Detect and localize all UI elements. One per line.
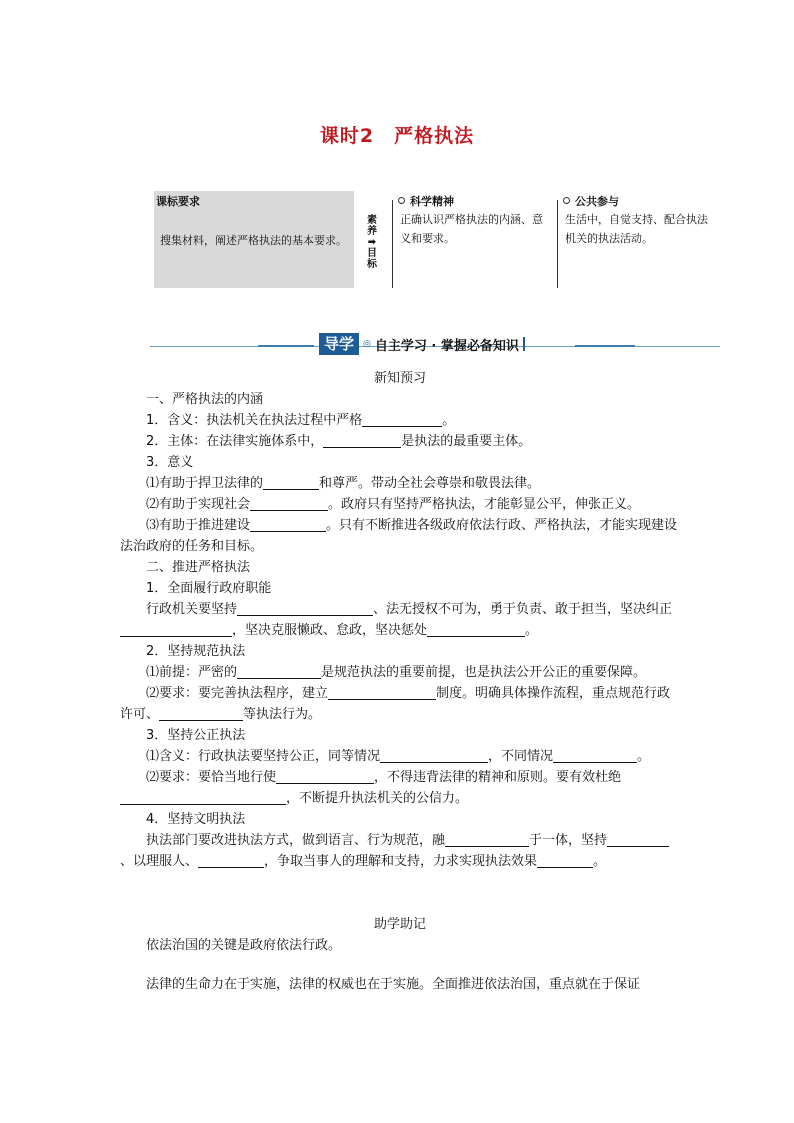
heading-1: 一、严格执法的内涵 xyxy=(146,392,264,407)
fill-blank[interactable] xyxy=(362,412,442,427)
column-body-participation: 生活中，自觉支持、配合执法机关的执法活动。 xyxy=(565,213,708,245)
fill-blank[interactable] xyxy=(120,622,232,637)
fill-blank[interactable] xyxy=(276,769,374,784)
column-header-participation: 公共参与 xyxy=(563,193,619,209)
fill-blank[interactable] xyxy=(237,664,321,679)
column-body-science: 正确认识严格执法的内涵、意义和要求。 xyxy=(400,213,543,245)
section-banner xyxy=(319,333,569,355)
memo-line: 法律的生命力在于实施，法律的权威也在于实施。全面推进依法治国，重点就在于保证 xyxy=(146,977,641,992)
standard-body: 搜集材料，阐述严格执法的基本要求。 xyxy=(160,234,347,247)
standard-header: 课标要求 xyxy=(156,195,200,208)
fill-blank[interactable] xyxy=(198,853,264,868)
fill-blank[interactable] xyxy=(553,748,637,763)
preview-content: 新知预习 一、严格执法的内涵 1．含义：执法机关在执法过程中严格 。 2．主体：在法律实施体系中， 是执法的最重要主体。 3．意义 ⑴有助于捍卫法律的 和尊严。带动全社会尊崇和敬畏法律。 ⑵有助于实现社会 。政府只有坚持严格执法，才能彰显公平，伸张正义。 ⑶有助于推进建设 。只有不断推进各级政府依法行政、严格执法，才能实现建设法治政府的任务和目标。 二、推进严格执法 1．全面履行政府职能 行政机关要坚持 、法无授权不可为，勇于负责、敢于担当，坚决纠正，坚决克服懒政、怠政，坚决惩处 。 2．坚持规范执法 ⑴前提：严密的 是规范执法的重要前提，也是执法公开公正的重要保障。 ⑵要求：要完善执法程序，建立 制度。明确具体操作流程，重点规范行政许可、 等执法行为。 3．坚持公正执法 ⑴含义：行政执法要坚持公正，同等情况 ，不同情况 。 ⑵要求：要恰当地行使 ，不得违背法律的精神和原则。要有效杜绝，不断提升执法机关的公信力。 4．坚持文明执法 执法部门要改进执法方式，做到语言、行为规范，融 于一体，坚持、以理服人、 ，争取当事人的理解和支持，力求实现执法效果 。 助学助记 依法治国的关键是政府依法行政。 法律的生命力在于实施，法律的权威也在于实施。全面推进依法治国，重点就在于保证 xyxy=(120,368,680,995)
fill-blank[interactable] xyxy=(427,622,525,637)
banner-text: 自主学习 · 掌握必备知识 xyxy=(374,338,519,354)
column-divider xyxy=(557,200,558,288)
banner-rule-accent xyxy=(258,345,314,347)
fill-blank[interactable] xyxy=(237,601,373,616)
fill-blank[interactable] xyxy=(250,517,326,532)
fill-blank[interactable] xyxy=(328,685,436,700)
fill-blank[interactable] xyxy=(445,832,529,847)
column-divider xyxy=(392,200,393,288)
fill-blank[interactable] xyxy=(159,706,243,721)
fill-blank[interactable] xyxy=(537,853,593,868)
memo-title: 助学助记 xyxy=(373,917,426,932)
circle-bullet-icon xyxy=(398,197,405,204)
section-title: 新知预习 xyxy=(373,371,426,386)
arrow-icon: ➡ xyxy=(367,237,377,248)
fill-blank[interactable] xyxy=(120,790,286,805)
column-header-science: 科学精神 xyxy=(398,193,454,209)
curriculum-standard-box xyxy=(154,191,354,288)
fill-blank[interactable] xyxy=(323,433,401,448)
banner-tag: 导学 xyxy=(319,333,359,355)
fill-blank[interactable] xyxy=(380,748,488,763)
fill-blank[interactable] xyxy=(607,832,669,847)
memo-line: 依法治国的关键是政府依法行政。 xyxy=(146,938,342,953)
fill-blank[interactable] xyxy=(263,475,319,490)
page-title: 课时2 严格执法 xyxy=(319,125,475,147)
literacy-goal-label: 素 养 ➡ 目 标 xyxy=(364,215,380,270)
circle-bullet-icon xyxy=(563,197,570,204)
banner-rule-accent xyxy=(575,345,635,347)
banner-end-bar xyxy=(523,337,525,351)
target-icon: ◎ xyxy=(363,339,371,349)
fill-blank[interactable] xyxy=(250,496,328,511)
heading-2: 二、推进严格执法 xyxy=(146,560,251,575)
